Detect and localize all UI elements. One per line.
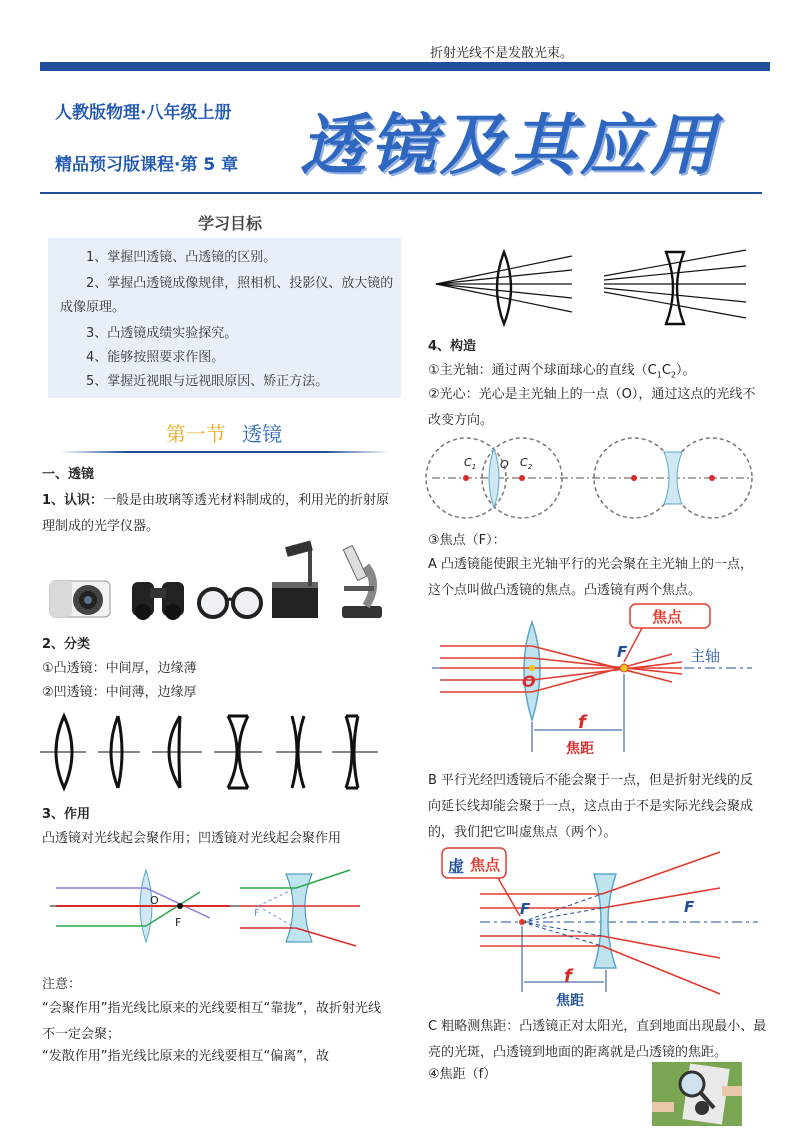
header-bar [40,62,770,71]
axis-end: ）。 [676,363,696,378]
definition [42,488,392,540]
fig1-axis-label: 主轴 [690,647,721,665]
section-title [0,418,448,447]
heading-structure: 4、构造 [428,339,477,354]
camera-image [44,575,119,620]
glasses-image [196,585,264,621]
optical-center: ②光心：光心是主光轴上的一点（O），通过这点的光线不改变方向。 [428,387,756,428]
c1-label: $C_1$ [464,456,477,472]
effect-text: 凸透镜对光线起会聚作用；凹透镜对光线起会聚作用 [42,831,342,846]
axis-sub-1: 1 [656,370,662,380]
fig2-focus-label: 焦点 [470,856,501,874]
effect-label-o: O [150,894,159,907]
top-note: 折射光线不是发散光束。 [430,46,574,61]
binoculars-image [128,572,190,620]
section-name: 透镜 [242,422,283,446]
definition-text: 一般是由玻璃等透光材料制成的，利用光的折射原理制成的光学仪器。 [42,493,390,534]
section-prefix: 第一节 [165,422,226,446]
effect-diagram [50,866,370,946]
fig1-focal-length: 焦距 [566,741,594,757]
goals-heading: 学习目标 [197,214,262,233]
course-title: 精品预习版课程·第 5 章 [55,155,239,175]
heading-effect: 3、作用 [42,807,91,822]
lens-center-diagram [432,436,752,524]
axis-sub-2: 2 [670,370,676,380]
o-label: O [500,458,509,471]
fig1-focus-label: 焦点 [652,608,683,626]
note-1: “会聚作用”指光线比原来的光线要相互“靠拢”，故折射光线不一定会聚； [42,1001,381,1042]
focus-a: A 凸透镜能使跟主光轴平行的光会聚在主光轴上的一点，这个点叫做凸透镜的焦点。凸透镜有两个焦点。 [428,557,754,598]
fig2-f2-label: F [684,898,695,916]
goal-item: 4、能够按照要求作图。 [86,350,225,365]
book-title: 人教版物理·八年级上册 [55,103,232,123]
note-heading: 注意： [42,977,82,992]
focus-b: B 平行光经凹透镜后不能会聚于一点，但是折射光线的反向延长线却能会聚于一点，这点由于不是实际光线会聚成的，我们把它叫虚焦点（两个）。 [428,773,754,840]
fig1-f-italic: f [578,712,586,733]
section-rule [60,451,390,453]
fig2-virtual-label: 虚 [448,857,465,876]
c2-label: $C_2$ [520,456,533,472]
header-rule [40,192,762,194]
convex-def: ①凸透镜：中间厚，边缘薄 [42,661,197,676]
effect-label-f: F [175,916,182,929]
focus-c: C 粗略测焦距：凸透镜正对太阳光，直到地面出现最小、最亮的光斑，凸透镜到地面的距离就是凸透镜的焦距。 [428,1019,767,1060]
heading-classify: 2、分类 [42,637,91,652]
focal-length-heading: ④焦距（f） [428,1067,497,1082]
goal-item: 2、掌握凸透镜成像规律，照相机、投影仪、放大镜的成像原理。 [60,276,394,315]
goal-item: 1、掌握凹透镜、凸透镜的区别。 [86,250,277,265]
convex-concave-ray-diagram [432,246,762,330]
effect-label-f2: F [254,908,260,919]
fig2-focal-length: 焦距 [556,993,584,1009]
definition-label: 1、认识： [42,493,104,508]
axis-c2: C [661,363,671,378]
goal-item: 3、凸透镜成绩实验探究。 [86,326,238,341]
convex-focus-diagram [432,602,762,764]
fig1-f-label: F [617,643,628,661]
chapter-title: 透镜及其应用 [300,106,720,184]
note-2: “发散作用”指光线比原来的光线要相互“偏离”，故 [42,1049,329,1064]
axis-text: ①主光轴：通过两个球面球心的直线（C [428,363,657,378]
focus-heading: ③焦点（F）： [428,533,506,548]
magnifier-photo [652,1062,742,1126]
microscope-image [336,540,388,620]
lens-types-diagram [40,712,380,792]
fig1-o-label: O [522,672,536,691]
goal-item: 5、掌握近视眼与远视眼原因、矫正方法。 [86,374,329,389]
projector-image [268,540,326,620]
fig2-f-italic: f [564,966,572,987]
concave-def: ②凹透镜：中间薄，边缘厚 [42,685,197,700]
heading-lens: 一、透镜 [42,467,95,482]
fig2-f1-label: F [520,900,531,918]
